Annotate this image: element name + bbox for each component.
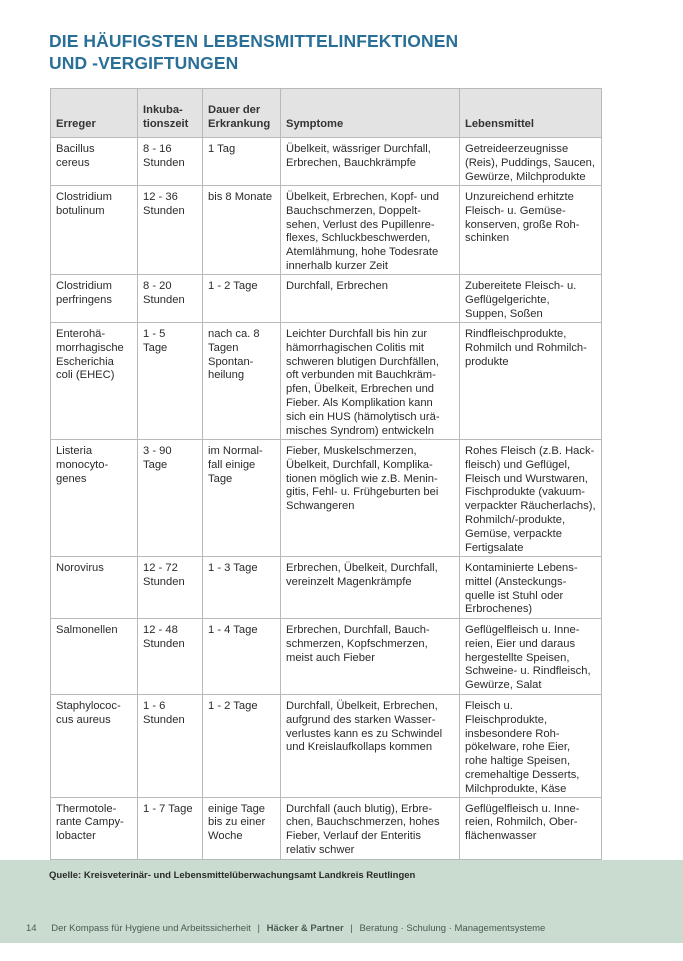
cell-dauer: 1 - 2 Tage (203, 695, 281, 798)
table-row (51, 440, 602, 557)
cell-symptome: Durchfall, Erbrechen (281, 275, 460, 323)
page-title (49, 30, 458, 74)
table-row (51, 186, 602, 275)
cell-lebensmittel: Geflügelfleisch u. Inne- reien, Eier und daraus hergestellte Speisen, Schweine- u. Rindfleisch, Gewürze, Salat (460, 619, 602, 695)
cell-inkubationszeit: 3 - 90 Tage (138, 440, 203, 557)
cell-erreger: Bacillus cereus (51, 138, 138, 186)
table-row (51, 695, 602, 798)
cell-inkubationszeit: 12 - 72 Stunden (138, 557, 203, 619)
source-note: Quelle: Kreisveterinär- und Lebensmittelüberwachungsamt Landkreis Reutlingen (49, 870, 416, 881)
cell-symptome: Durchfall (auch blutig), Erbre- chen, Bauchschmerzen, hohes Fieber, Verlauf der Enteritis relativ schwer (281, 797, 460, 859)
header-symptome: Symptome (281, 89, 460, 138)
table-header-row (51, 89, 602, 138)
table-row (51, 797, 602, 859)
cell-symptome: Übelkeit, wässriger Durchfall, Erbrechen, Bauchkrämpfe (281, 138, 460, 186)
cell-dauer: 1 - 3 Tage (203, 557, 281, 619)
page-footer (26, 923, 545, 934)
cell-symptome: Fieber, Muskelschmerzen, Übelkeit, Durchfall, Komplika- tionen möglich wie z.B. Menin- gitis, Fehl- u. Frühgeburten bei Schwangeren (281, 440, 460, 557)
cell-inkubationszeit: 8 - 20 Stunden (138, 275, 203, 323)
cell-inkubationszeit: 1 - 6 Stunden (138, 695, 203, 798)
header-erreger: Erreger (51, 89, 138, 138)
cell-inkubationszeit: 12 - 48 Stunden (138, 619, 203, 695)
table-row (51, 323, 602, 440)
table-row (51, 619, 602, 695)
footer-separator: | (350, 923, 353, 934)
cell-erreger: Norovirus (51, 557, 138, 619)
header-inkubationszeit: Inkuba- tionszeit (138, 89, 203, 138)
cell-symptome: Erbrechen, Durchfall, Bauch- schmerzen, Kopfschmerzen, meist auch Fieber (281, 619, 460, 695)
cell-symptome: Erbrechen, Übelkeit, Durchfall, vereinzelt Magenkrämpfe (281, 557, 460, 619)
footer-separator: | (257, 923, 260, 934)
cell-erreger: Enterohä- morrhagische Escherichia coli (EHEC) (51, 323, 138, 440)
cell-lebensmittel: Rohes Fleisch (z.B. Hack- fleisch) und Geflügel, Fleisch und Wurstwaren, Fischprodukte (vakuum- verpackter Räucherlachs), Rohmilch/-produkte, Gemüse, verpackte Fertigsalate (460, 440, 602, 557)
page-title-line-2: UND -VERGIFTUNGEN (49, 53, 239, 73)
cell-dauer: 1 - 2 Tage (203, 275, 281, 323)
cell-erreger: Thermotole- rante Campy- lobacter (51, 797, 138, 859)
cell-dauer: im Normal- fall einige Tage (203, 440, 281, 557)
cell-symptome: Übelkeit, Erbrechen, Kopf- und Bauchschmerzen, Doppelt- sehen, Verlust des Pupillenre- flexes, Schluckbeschwerden, Atemlähmung, hohe Todesrate innerhalb kurzer Zeit (281, 186, 460, 275)
cell-lebensmittel: Getreideerzeugnisse (Reis), Puddings, Saucen, Gewürze, Milchprodukte (460, 138, 602, 186)
cell-dauer: 1 Tag (203, 138, 281, 186)
cell-inkubationszeit: 1 - 7 Tage (138, 797, 203, 859)
table-row (51, 138, 602, 186)
cell-inkubationszeit: 1 - 5 Tage (138, 323, 203, 440)
footer-publication-title: Der Kompass für Hygiene und Arbeitssicherheit (51, 923, 251, 934)
cell-lebensmittel: Rindfleischprodukte, Rohmilch und Rohmilch- produkte (460, 323, 602, 440)
cell-dauer: nach ca. 8 Tagen Spontan- heilung (203, 323, 281, 440)
footer-brand: Häcker & Partner (266, 923, 344, 934)
cell-lebensmittel: Kontaminierte Lebens- mittel (Ansteckungs- quelle ist Stuhl oder Erbrochenes) (460, 557, 602, 619)
cell-lebensmittel: Zubereitete Fleisch- u. Geflügelgerichte, Suppen, Soßen (460, 275, 602, 323)
header-lebensmittel: Lebensmittel (460, 89, 602, 138)
cell-erreger: Listeria monocyto- genes (51, 440, 138, 557)
cell-dauer: 1 - 4 Tage (203, 619, 281, 695)
cell-inkubationszeit: 12 - 36 Stunden (138, 186, 203, 275)
cell-inkubationszeit: 8 - 16 Stunden (138, 138, 203, 186)
cell-symptome: Leichter Durchfall bis hin zur hämorrhagischen Colitis mit schweren blutigen Durchfällen, oft verbunden mit Bauchkräm- pfen, Übelkeit, Erbrechen und Fieber. Als Komplikation kann sich ein HUS (hämolytisch urä- misches Syndrom) entwickeln (281, 323, 460, 440)
cell-erreger: Staphylococ- cus aureus (51, 695, 138, 798)
cell-erreger: Clostridium perfringens (51, 275, 138, 323)
cell-symptome: Durchfall, Übelkeit, Erbrechen, aufgrund des starken Wasser- verlustes kann es zu Schwindel und Kreislaufkollaps kommen (281, 695, 460, 798)
cell-lebensmittel: Geflügelfleisch u. Inne- reien, Rohmilch, Ober- flächenwasser (460, 797, 602, 859)
cell-lebensmittel: Unzureichend erhitzte Fleisch- u. Gemüse- konserven, große Roh- schinken (460, 186, 602, 275)
cell-dauer: bis 8 Monate (203, 186, 281, 275)
table-row (51, 275, 602, 323)
cell-erreger: Salmonellen (51, 619, 138, 695)
table-row (51, 557, 602, 619)
page-title-line-1: DIE HÄUFIGSTEN LEBENSMITTELINFEKTIONEN (49, 31, 459, 51)
cell-lebensmittel: Fleisch u. Fleischprodukte, insbesondere Roh- pökelware, rohe Eier, rohe haltige Speisen, cremehaltige Desserts, Milchprodukte, Käse (460, 695, 602, 798)
footer-services: Beratung · Schulung · Managementsysteme (359, 923, 546, 934)
page-number: 14 (26, 923, 37, 934)
cell-dauer: einige Tage bis zu einer Woche (203, 797, 281, 859)
header-dauer: Dauer der Erkrankung (203, 89, 281, 138)
cell-erreger: Clostridium botulinum (51, 186, 138, 275)
infections-table (50, 88, 602, 860)
